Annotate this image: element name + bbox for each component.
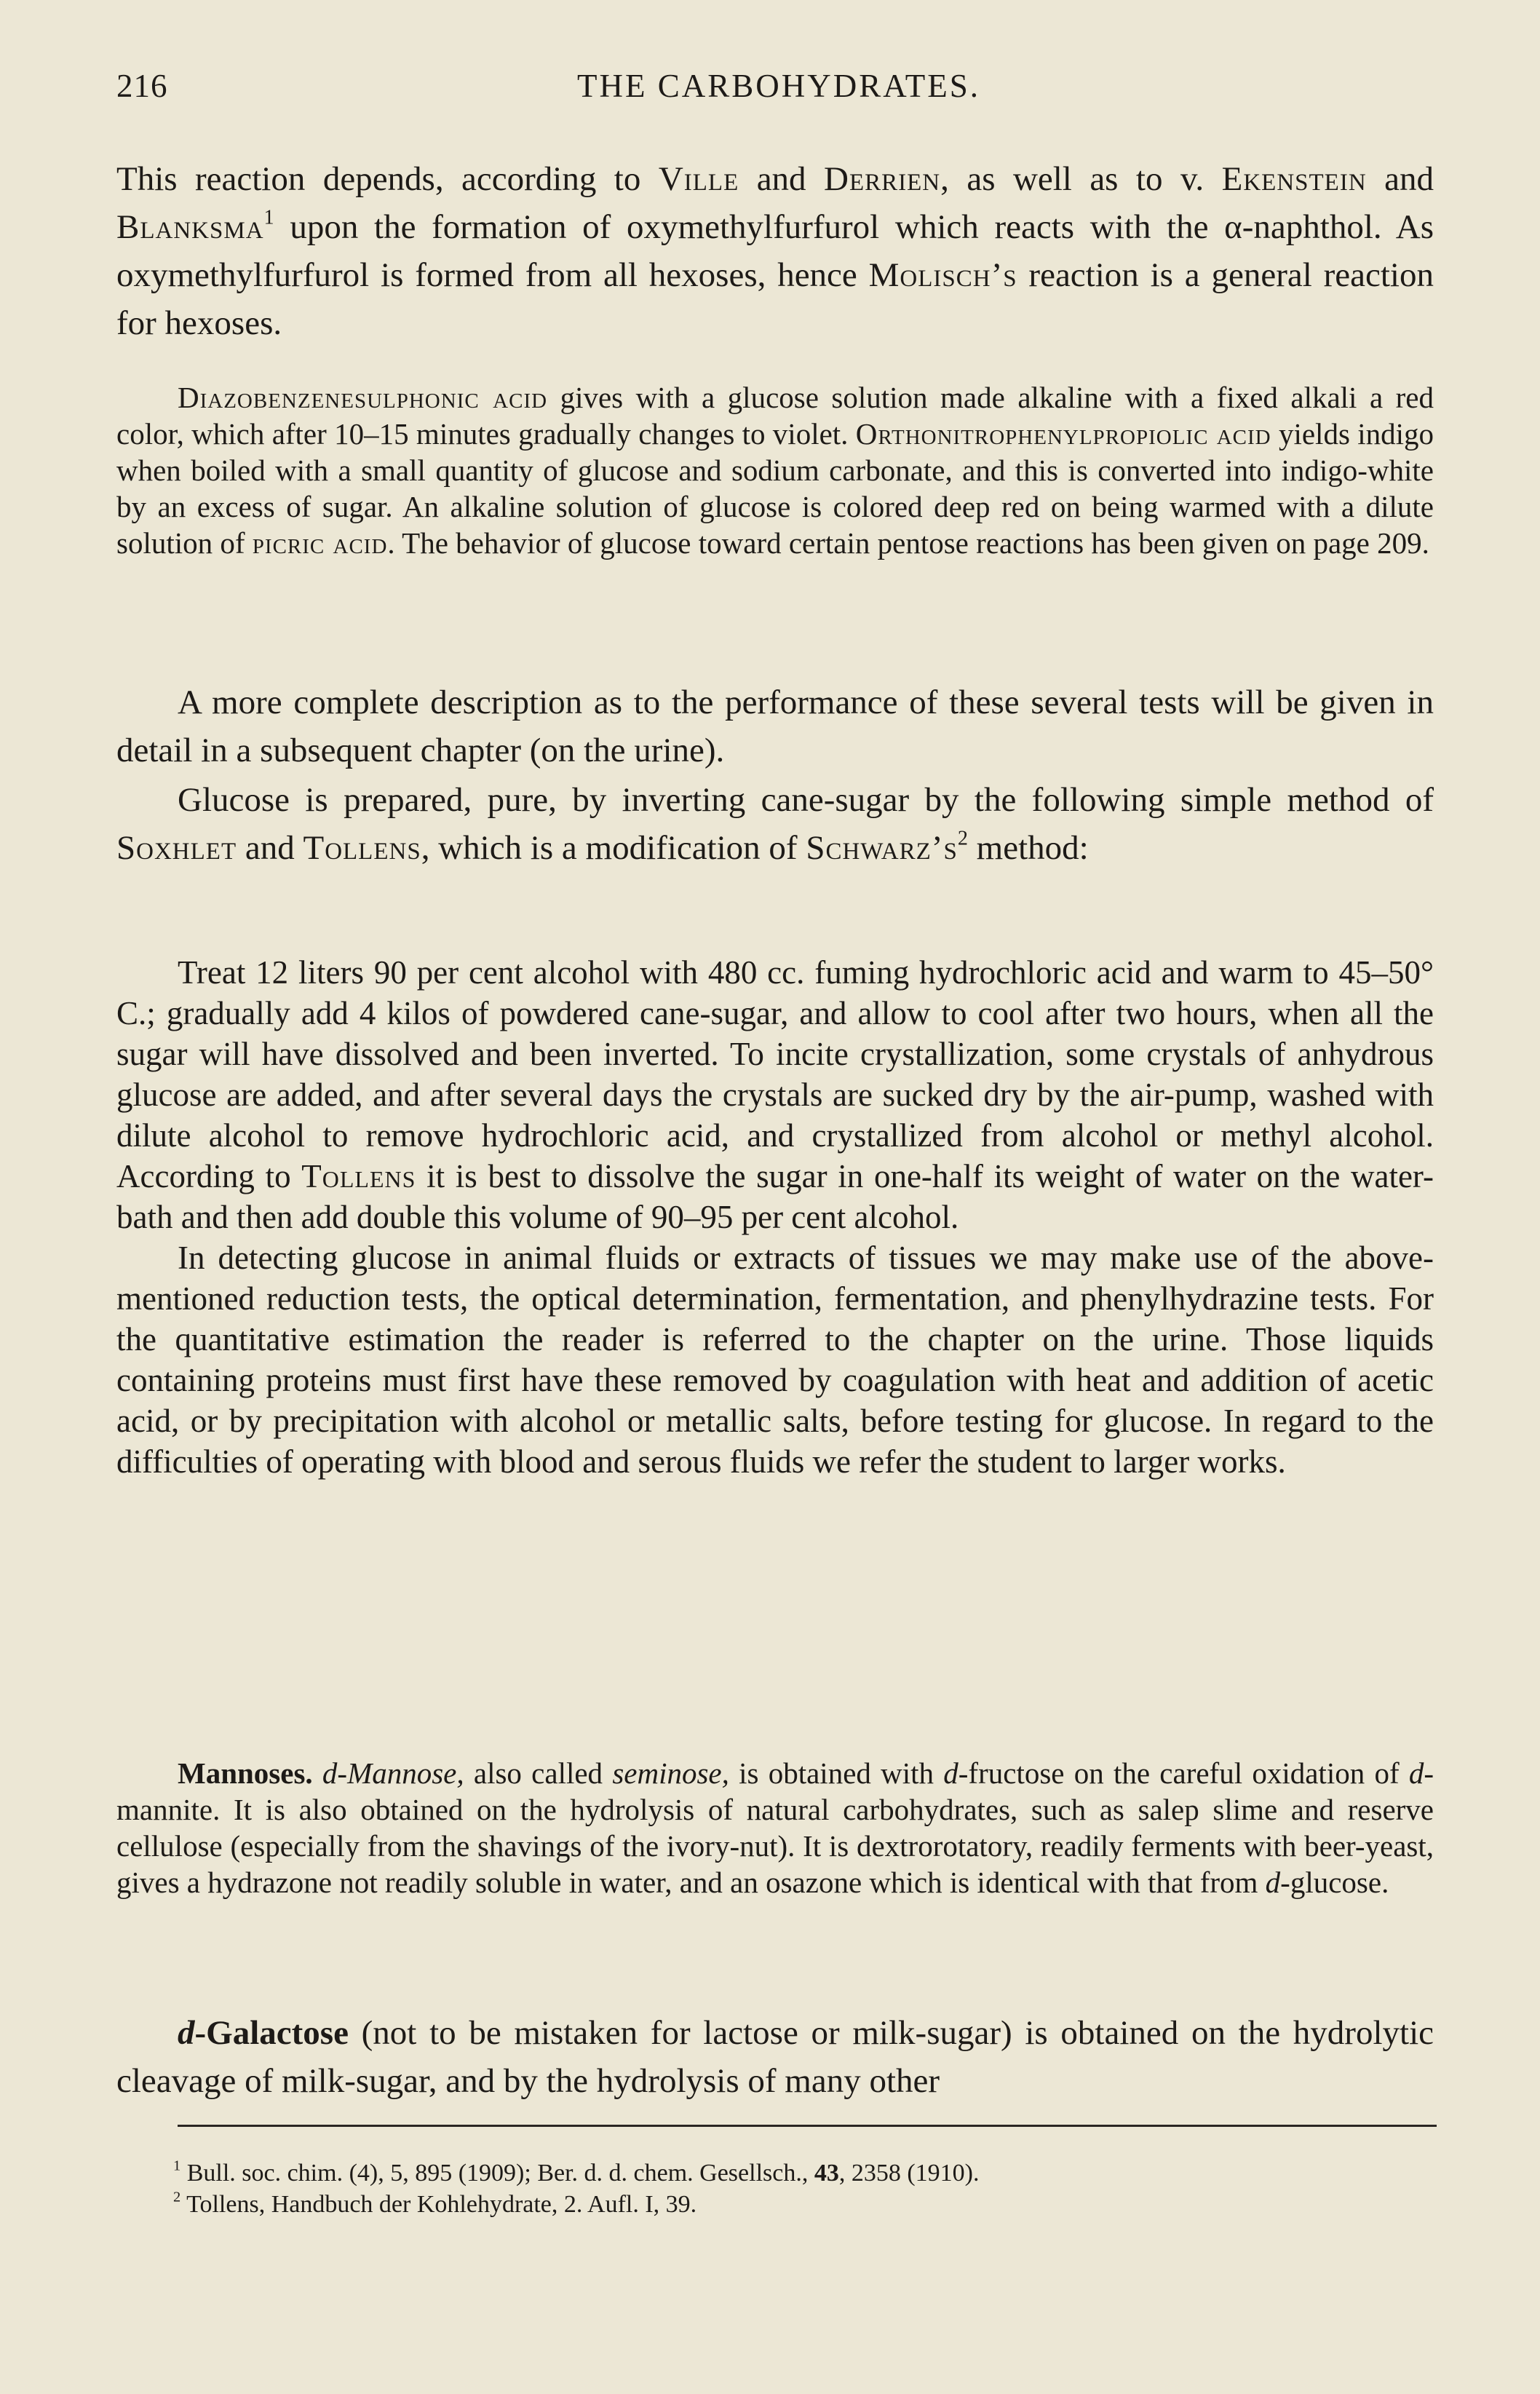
prefix-d: d <box>943 1756 958 1790</box>
reagent-picric-acid: picric acid <box>252 526 388 560</box>
author-tollens: Tollens <box>303 829 421 867</box>
footnote-ref-2: 2 <box>957 827 968 850</box>
author-ville: Ville <box>658 160 739 198</box>
footnotes <box>116 2157 1434 2220</box>
paragraph-molisch <box>116 155 1434 347</box>
text-run: yields indigo when boiled with a small quantity of glucose and sodium carbonate, and this is converted into indigo-white by an excess of sugar. An alkaline solution of glucose is colored deep red on being warmed with a dilute solution of <box>116 417 1434 560</box>
text-run: Glucose is prepared, pure, by inverting cane-sugar by the following simple method of <box>178 781 1434 819</box>
author-tollens: Tollens <box>301 1158 416 1194</box>
running-title: THE CARBOHYDRATES. <box>576 68 981 104</box>
author-blanksma: Blanksma <box>116 208 264 246</box>
prefix-d: d <box>1408 1756 1424 1790</box>
paragraph-galactose <box>116 2009 1434 2105</box>
footnote-mark: 2 <box>173 2189 181 2205</box>
author-schwarz: Schwarz’s <box>806 829 958 867</box>
text-run: and <box>739 160 825 198</box>
text-run: also called <box>464 1756 613 1790</box>
text-run: -mannite. It is also obtained on the hydrolysis of natural carbohydrates, such as salep slime and reserve cellulose (especially from the shavings of the ivory-nut). It is dextrorotatory, readily ferments with beer-yeast, gives a hydrazone not readily soluble in water, and an osazone which is identical with that from <box>116 1756 1434 1899</box>
page-number: 216 <box>116 68 168 104</box>
text-run: is obtained with <box>729 1756 944 1790</box>
paragraph-glucose-prepared <box>116 776 1434 872</box>
paragraph-detecting-glucose: In detecting glucose in animal fluids or extracts of tissues we may make use of the above-mentioned reduction tests, the optical determination, fermentation, and phenylhydrazine tests. For the quantitative estimation the reader is referred to the chapter on the urine. Those liquids containing proteins must first have these removed by coagulation with heat and addition of acetic acid, or by precipitation with alcohol or metallic salts, before testing for glucose. In regard to the difficulties of operating with blood and serous fluids we refer the student to larger works. <box>116 1240 1434 1480</box>
paragraph-method <box>116 952 1434 1482</box>
reagent-orthonitrophenylpropiolic: Orthonitrophenylpropiolic acid <box>855 417 1271 451</box>
footnote-divider <box>178 2125 1437 2127</box>
page-header <box>116 67 1441 118</box>
text-run: method: <box>967 829 1089 867</box>
paragraph-complete-description <box>116 678 1434 774</box>
footnote-text: Bull. soc. chim. (4), 5, 895 (1909); Ber. d. d. chem. Gesellsch., <box>180 2160 814 2187</box>
author-molisch: Molisch’s <box>868 256 1017 294</box>
footnote-mark: 1 <box>173 2157 181 2174</box>
prefix-d: d <box>178 2014 195 2052</box>
text-run: , as well as to v. <box>940 160 1222 198</box>
text-run: -fructose on the careful oxidation of <box>958 1756 1409 1790</box>
footnote-text: , 2358 (1910). <box>838 2160 980 2187</box>
text-run: This reaction depends, according to <box>116 160 659 198</box>
text-run: (not to be mistaken for lactose or milk-sugar) is obtained on the hydrolytic cleavage of milk-sugar, and by the hydrolysis of many other <box>116 2014 1434 2100</box>
footnote-volume: 43 <box>814 2160 839 2187</box>
author-ekenstein: Ekenstein <box>1221 160 1367 198</box>
author-derrien: Derrien <box>824 160 941 198</box>
term-seminose: seminose, <box>612 1756 729 1790</box>
author-soxhlet: Soxhlet <box>116 829 237 867</box>
text-run: , which is a modification of <box>421 829 806 867</box>
text-run: it is best to dissolve the sugar in one-half its weight of water on the water-bath and then add double this volume of 90–95 per cent alcohol. <box>116 1158 1434 1235</box>
reagent-diazobenzenesulphonic: Diazobenzenesulphonic acid <box>178 381 548 414</box>
footnote-2 <box>116 2189 1434 2220</box>
text-run: upon the formation of oxymethylfurfurol which reacts with the α-naphthol. As oxymethylfurfurol is formed from all hexoses, hence <box>116 208 1434 294</box>
text-run: -glucose. <box>1280 1866 1389 1899</box>
paragraph-reagents <box>116 379 1434 561</box>
text-run: gives with a glucose solution made alkaline with a fixed alkali a red color, which after 10–15 minutes gradually changes to violet. <box>116 381 1434 451</box>
text-run <box>313 1756 322 1790</box>
footnote-1 <box>116 2157 1434 2189</box>
prefix-d: d <box>1265 1866 1281 1899</box>
footnote-text: Tollens, Handbuch der Kohlehydrate, 2. Aufl. I, 39. <box>180 2191 697 2218</box>
text-run: Treat 12 liters 90 per cent alcohol with 480 cc. fuming hydrochloric acid and warm to 45–50° C.; gradually add 4 kilos of powdered cane-sugar, and allow to cool after two hours, when all the sugar will have dissolved and been inverted. To incite crystallization, some crystals of anhydrous glucose are added, and after several days the crystals are sucked dry by the air-pump, washed with dilute alcohol to remove hydrochloric acid, and crystallized from alcohol or methyl alcohol. According to <box>116 954 1434 1194</box>
paragraph-text: A more complete description as to the performance of these several tests will be given in detail in a subsequent chapter (on the urine). <box>116 683 1434 769</box>
term-d-mannose: d-Mannose, <box>322 1756 464 1790</box>
paragraph-mannoses <box>116 1755 1434 1900</box>
text-run: . The behavior of glucose toward certain pentose reactions has been given on page 209. <box>387 526 1429 560</box>
text-run: and <box>237 829 303 867</box>
footnote-ref-1: 1 <box>263 206 274 229</box>
text-run: and <box>1366 160 1434 198</box>
section-heading-mannoses: Mannoses. <box>178 1756 313 1790</box>
text-run: reaction is a general reaction for hexoses. <box>116 256 1434 342</box>
section-heading-galactose: -Galactose <box>194 2014 349 2052</box>
